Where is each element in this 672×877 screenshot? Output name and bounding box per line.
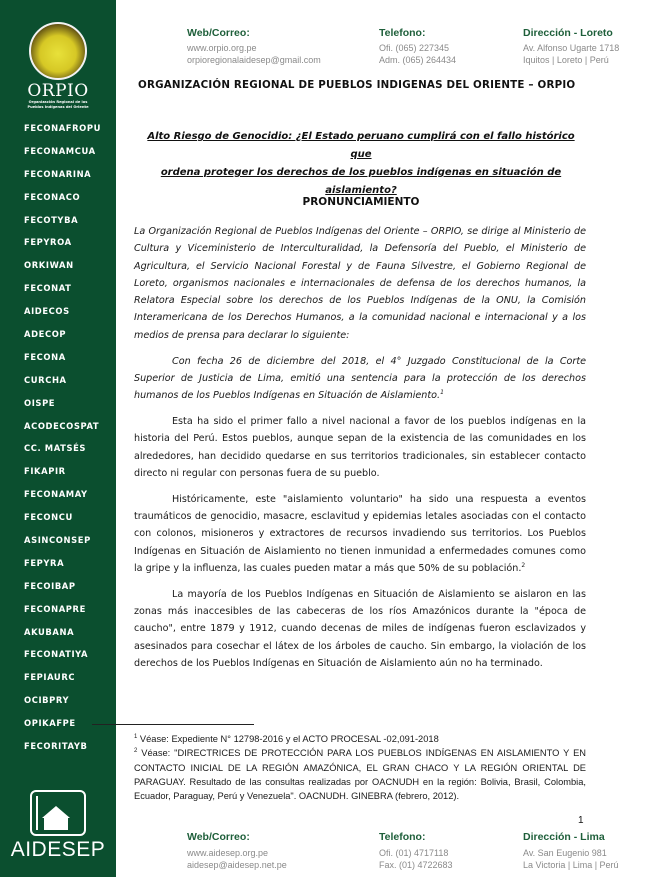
federation-item: FECONATIYA	[24, 649, 89, 660]
header-address-city: Iquitos | Loreto | Perú	[523, 55, 609, 65]
federation-item: FECONAPRE	[24, 603, 86, 614]
federation-list	[24, 122, 101, 763]
federation-item: FECORITAYB	[24, 741, 88, 752]
footer-phone-contact	[379, 831, 453, 871]
footnotes	[134, 732, 586, 803]
footer-address-street: Av. San Eugenio 981	[523, 848, 607, 858]
orpio-logo-name: ORPIO	[27, 81, 89, 101]
footnote-2: $^2$ Véase: "DIRECTRICES DE PROTECCIÓN PARA LOS PUEBLOS INDÍGENAS EN AISLAMIENTO Y EN CONTACTO INICIAL DE LA REGIÓN AMAZÓNICA, EL GRAN CHACO Y LA REGIÓN ORIENTAL DE PARAGUAY. Resultado de las consultas realizadas por OACNUDH en la región: Bolivia, Brasil, Colombia, Ecuador, Paraguay, Perú y Venezuela". OACNUDH. GINEBRA (febrero, 2012).	[134, 748, 586, 802]
federation-item: CC. MATSÉS	[24, 443, 87, 454]
footnote-ref[interactable]: 2	[521, 561, 526, 569]
federation-item: ASINCONSEP	[24, 535, 91, 546]
footer-phone-office: Ofi. (01) 4717118	[379, 848, 449, 858]
federation-item: FECOTYBA	[24, 214, 79, 225]
page-number: 1	[578, 815, 584, 826]
header-phone-title: Telefono:	[379, 27, 426, 39]
federation-item: FECONAT	[24, 283, 72, 294]
federation-item: FECONARINA	[24, 168, 92, 179]
orpio-logo-subtitle: Pueblos Indígenas del Oriente	[27, 105, 89, 109]
federation-item: ACODECOSPAT	[24, 420, 100, 431]
footer-phone-title: Telefono:	[379, 831, 426, 843]
paragraph: La Organización Regional de Pueblos Indígenas del Oriente – ORPIO, se dirige al Ministerio de Cultura y Viceministerio de Interculturalidad, la Defensoría del Pueblo, el Ministerio de Agricultura, el Servicio Nacional Forestal y de Fauna Silvestre, el Gobierno Regional de Loreto, organismos nacionales e internacionales de defensa de los derechos humanos, la Relatora Especial sobre los derechos de los Pueblos Indígenas de la ONU, la Comisión Interamericana de los Derechos Humanos, a la comunidad nacional e internacional y a los medios de prensa para declarar lo siguiente:	[134, 226, 586, 341]
header-address-title: Dirección - Loreto	[523, 27, 613, 39]
federation-item: FECONCU	[24, 512, 73, 523]
aidesep-logo-name: AIDESEP	[10, 838, 106, 861]
header-web-contact	[187, 27, 321, 66]
header-phone-contact	[379, 27, 456, 66]
footnote-1: $^1$ Véase: Expediente N° 12798-2016 y el ACTO PROCESAL -02,091-2018	[134, 733, 439, 744]
organization-heading: ORGANIZACIÓN REGIONAL DE PUEBLOS INDIGENAS DEL ORIENTE – ORPIO	[138, 79, 576, 91]
section-title: PRONUNCIAMIENTO	[302, 196, 420, 208]
federation-item: ORKIWAN	[24, 260, 74, 271]
federation-item: AKUBANA	[24, 626, 75, 637]
orpio-logo-subtitle: Organización Regional de los	[28, 100, 88, 104]
sidebar	[0, 0, 116, 877]
federation-item: FECONAMCUA	[24, 145, 96, 156]
footer-website-link[interactable]: www.aidesep.org.pe	[187, 848, 269, 858]
document-body	[134, 223, 586, 681]
headline-line: Alto Riesgo de Genocidio: ¿El Estado peruano cumplirá con el fallo histórico que	[147, 131, 575, 160]
header-address	[523, 27, 619, 66]
federation-item: FECONAMAY	[24, 489, 88, 500]
footer-email-link[interactable]: aidesep@aidesep.net.pe	[187, 860, 287, 870]
header-website-link[interactable]: www.orpio.org.pe	[187, 43, 257, 53]
federation-item: AIDECOS	[24, 306, 70, 317]
footnote-divider	[92, 724, 254, 725]
paragraph: La mayoría de los Pueblos Indígenas en Situación de Aislamiento se aislaron en las zonas más inaccesibles de las cabeceras de los ríos Amazónicos durante la "época de caucho", entre 1879 y 1912, cuando decenas de miles de indígenas fueron esclavizados y asesinados para cosechar el látex de los árboles de caucho. Sin embargo, la violación de los derechos de los Pueblos Indígenas en Situación de Aislamiento aún no ha terminado.	[134, 588, 586, 669]
header-web-title: Web/Correo:	[187, 27, 250, 39]
aidesep-logo	[8, 790, 108, 862]
header-phone-admin: Adm. (065) 264434	[379, 55, 457, 65]
footer-web-title: Web/Correo:	[187, 831, 250, 843]
federation-item: OISPE	[24, 397, 56, 408]
federation-item: FECONACO	[24, 191, 81, 202]
federation-item: OCIBPRY	[24, 695, 70, 706]
federation-item: FEPYRA	[24, 557, 65, 568]
federation-item: FEPYROA	[24, 237, 72, 248]
footer-address	[523, 831, 619, 871]
footer-web-contact	[187, 831, 287, 871]
paragraph: Esta ha sido el primer fallo a nivel nacional a favor de los pueblos indígenas en la historia del Perú. Estos pueblos, aunque sepan de la existencia de las comunidades en los alrededores, han decidido quedarse en sus territorios tradicionales, sin establecer contacto directo ni regular con personas fuera de su pueblo.	[134, 415, 586, 479]
document-headline	[136, 128, 586, 200]
federation-item: ADECOP	[24, 329, 67, 340]
orpio-logo	[14, 22, 102, 110]
header-phone-office: Ofi. (065) 227345	[379, 43, 450, 53]
footer-address-city: La Victoria | Lima | Perú	[523, 860, 619, 870]
paragraph: Históricamente, este "aislamiento voluntario" ha sido una respuesta a eventos traumáticos de genocidio, masacre, esclavitud y epidemias letales asociadas con el contacto con colonos, misioneros y extractores de recursos invadiendo sus territorios. Los Pueblos Indígenas en Situación de Aislamiento no tienen inmunidad a enfermedades comunes como la gripe y la influenza, las cuales pueden matar a más que 50% de su población.$^2$	[134, 493, 586, 574]
aidesep-house-icon	[30, 790, 86, 836]
federation-item: OPIKAFPE	[24, 718, 76, 729]
paragraph: Con fecha 26 de diciembre del 2018, el 4° Juzgado Constitucional de la Corte Superior de Justicia de Lima, emitió una sentencia para la protección de los derechos humanos de los Pueblos Indígenas en Situación de Aislamiento.$^1$	[134, 355, 586, 402]
orpio-emblem-icon	[29, 22, 87, 80]
federation-item: FIKAPIR	[24, 466, 66, 477]
footer-phone-fax: Fax. (01) 4722683	[379, 860, 453, 870]
federation-item: FEPIAURC	[24, 672, 76, 683]
footnote-ref[interactable]: 1	[440, 388, 444, 396]
federation-item: FECOIBAP	[24, 580, 76, 591]
header-email-link[interactable]: orpioregionalaidesep@gmail.com	[187, 55, 321, 65]
federation-item: FECONA	[24, 351, 66, 362]
federation-item: FECONAFROPU	[24, 123, 102, 133]
header-address-street: Av. Alfonso Ugarte 1718	[523, 43, 620, 53]
federation-item: CURCHA	[24, 374, 67, 385]
headline-line: ordena proteger los derechos de los pueblos indígenas en situación de aislamiento?	[160, 167, 562, 196]
footer-address-title: Dirección - Lima	[523, 831, 605, 843]
